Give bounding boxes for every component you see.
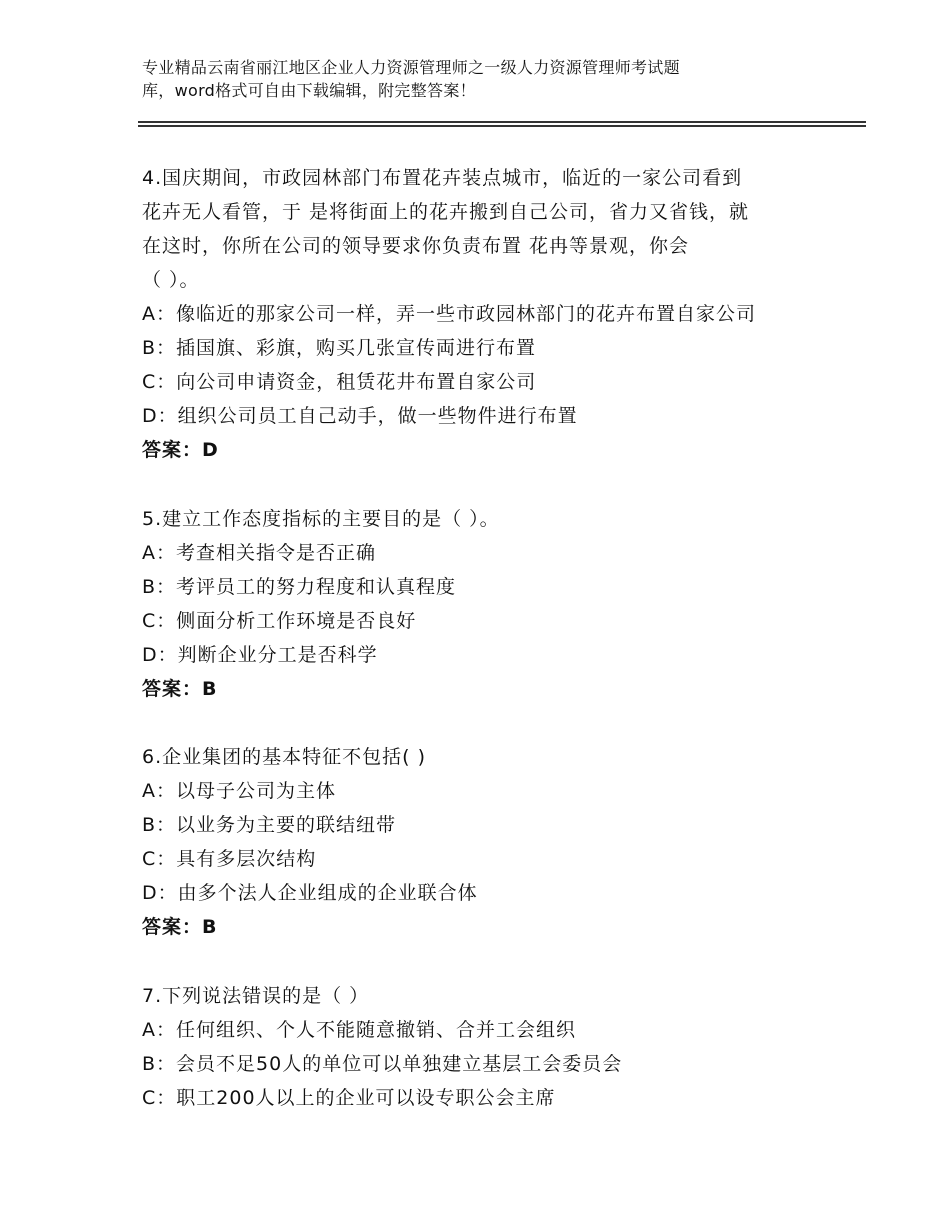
- question-stem-line: （ ）。: [142, 269, 200, 291]
- question-stem-line: 在这时，你所在公司的领导要求你负责布置 花冉等景观，你会: [142, 235, 690, 257]
- answer-label: 答案：B: [142, 916, 218, 938]
- option-a: A：像临近的那家公司一样，弄一些市政园林部门的花卉布置自家公司: [142, 303, 756, 325]
- option-b: B：考评员工的努力程度和认真程度: [142, 576, 457, 598]
- question-6: [142, 740, 812, 944]
- question-7: [142, 979, 812, 1115]
- answer-label: 答案：D: [142, 439, 219, 461]
- option-c: C：职工200人以上的企业可以设专职公会主席: [142, 1087, 556, 1109]
- option-d: D：组织公司员工自己动手，做一些物件进行布置: [142, 405, 578, 427]
- header-divider-top: [138, 121, 866, 123]
- question-stem-line: 5.建立工作态度指标的主要目的是（ ）。: [142, 508, 500, 530]
- header-divider-bottom: [138, 125, 866, 127]
- question-stem-line: 4.国庆期间，市政园林部门布置花卉装点城市，临近的一家公司看到: [142, 167, 743, 189]
- option-d: D：由多个法人企业组成的企业联合体: [142, 882, 478, 904]
- option-b: B：会员不足50人的单位可以单独建立基层工会委员会: [142, 1053, 623, 1075]
- header-line-2: 库，word格式可自由下载编辑，附完整答案！: [142, 81, 476, 100]
- question-stem-line: 6.企业集团的基本特征不包括( ): [142, 746, 426, 768]
- option-c: C：具有多层次结构: [142, 848, 317, 870]
- header-line-1: 专业精品云南省丽江地区企业人力资源管理师之一级人力资源管理师考试题: [142, 58, 680, 77]
- question-stem-line: 7.下列说法错误的是（ ）: [142, 985, 370, 1007]
- question-5: [142, 502, 812, 706]
- answer-label: 答案：B: [142, 678, 218, 700]
- option-b: B：插国旗、彩旗，购买几张宣传両进行布置: [142, 337, 537, 359]
- option-a: A：以母子公司为主体: [142, 780, 336, 802]
- option-c: C：向公司申请资金，租赁花井布置自家公司: [142, 371, 537, 393]
- option-c: C：侧面分析工作环境是否良好: [142, 610, 417, 632]
- option-a: A：考查相关指令是否正确: [142, 542, 376, 564]
- question-stem-line: 花卉无人看管，于 是将街面上的花卉搬到自己公司，省力又省钱，就: [142, 201, 750, 223]
- option-d: D：判断企业分工是否科学: [142, 644, 378, 666]
- question-4: [142, 161, 812, 467]
- option-a: A：任何组织、个人不能随意撤销、合并工会组织: [142, 1019, 576, 1041]
- document-header: [142, 56, 782, 102]
- option-b: B：以业务为主要的联结纽带: [142, 814, 397, 836]
